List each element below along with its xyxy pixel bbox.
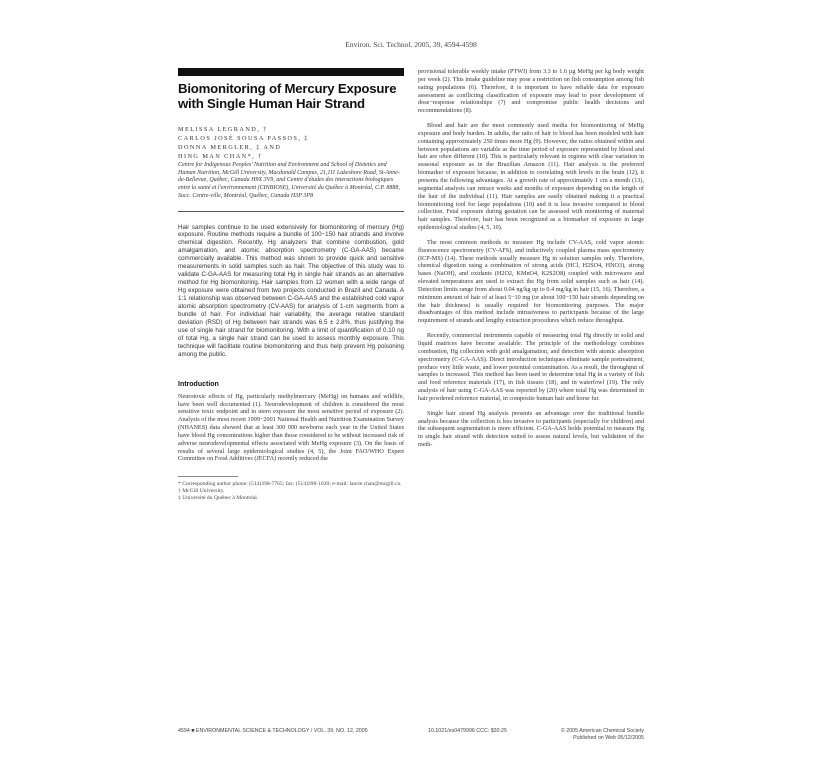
paragraph: Blood and hair are the most commonly used media for biomonitoring of MeHg exposure and body burden. In adults, the ratio of hair to blood has been modeled with hair containing approximately 250 times more Hg (9). However, the ratios obtained within and between populations are variable as the time period of exposure represented by blood and hair are often different (10). This is particularly relevant in regions with clear variation in seasonal exposure as in the Brazilian Amazon (11). Hair analysis is the preferred biomarker of exposure because, in addition to correlating with levels in the brain (12), it presents the following advantages. At a growth rate of approximately 1 cm a month (13), segmental analysis can retrace weeks and months of exposure depending on the length of the hair of the individual (11). Hair samples are easily obtained making it a practical biomonitoring tool for large populations (10) and it is less invasive compared to blood collection. Fetal exposure during gestation can be assessed with monitoring of maternal hair samples. Therefore, hair has been recognized as a biomarker of exposure in large epidemiological studies (4, 5, 10). [418, 122, 644, 232]
section-heading: Introduction [178, 380, 219, 388]
paragraph: The most common methods to measure Hg include CV-AAS, cold vapor atomic fluorescence spectrometry (CV-AFS), and inductively coupled plasma mass spectrometry (ICP-MS) (14). These methods usually measure Hg in solution samples only. Therefore, chemical digestion using a combination of strong acids (HCl, H2SO4, HNO3), strong bases (NaOH), and oxidants (H2O2, KMnO4, K2S2O8) coupled with microwave and elevated temperatures are used to extract the Hg from solid samples such as hair (14). Detection limits range from about 0.04 ng/kg up to 0.4 mg/kg in hair (15, 16). Therefore, a minimum amount of hair of at least 5−10 mg (or about 100−150 hair strands depending on the hair thickness) is usually required for biomonitoring purposes. The major disadvantages of this method include intrusiveness to participants because of the large requirement of strands and lengthy extraction procedures which reduce throughput. [418, 238, 644, 325]
journal-page [170, 30, 652, 770]
footnotes [178, 481, 404, 502]
publication-date: Published on Web 05/12/2005 [573, 734, 644, 741]
affiliation: Centre for Indigenous Peoples' Nutrition and Environment and School of Dietetics and Human Nutrition, McGill University, Macdonald Campus, 21,111 Lakeshore Road, St-Anne-de-Bellevue, Québec, Canada H9X 3V9, and Centre d'études des interactions biologiques entre la santé et l'environnement (CINBIOSE), Université du Québec à Montréal, C.P. 8888, Succ. Centre-ville, Montréal, Québec, Canada H3P 3P8 [178, 162, 400, 199]
divider [178, 211, 404, 212]
author: HING MAN CHAN*, † [178, 153, 263, 160]
paragraph: Recently, commercial instruments capable of measuring total Hg directly in solid and liquid matrices have become available. The principle of the methodology combines combustion, Hg collection with gold amalgamation, and detection with atomic absorption spectrometry (C-GA-AAS). Direct introduction techniques eliminate sample pretreatment, produce very little waste, and lower potential contamination. As a result, the throughput of samples is increased. This method has been used to determine total Hg in a variety of fish and food reference materials (17), in fish tissues (18), and in waterfowl (19). The only analysis of hair using C-GA-AAS was reported by (20) where total Hg was determined in hair powdered reference material, in composite human hair and horse fur. [418, 332, 644, 402]
article-title: Biomonitoring of Mercury Exposure with Single Human Hair Strand [178, 81, 397, 111]
running-head: Environ. Sci. Technol. 2005, 39, 4594-4598 [345, 40, 477, 49]
footer-copyright [561, 728, 644, 741]
abstract: Hair samples continue to be used extensively for biomonitoring of mercury (Hg) exposure. Routine methods require a bundle of 100−150 hair strands and involve chemical digestion. Recently, Hg analyzers that combine combustion, gold amalgamation, and atomic absorption spectrometry (C-GA-AAS) became commercially available. This method was shown to provide quick and sensitive measurements in solid samples such as hair. The objective of this study was to validate C-GA-AAS for measuring total Hg in single hair strands as an alternative method for Hg biomonitoring. Hair samples from 12 women with a wide range of Hg exposure were obtained from two projects conducted in Brazil and Canada. A 1:1 relationship was observed between C-GA-AAS and the established cold vapor atomic absorption spectrometry (CV-AAS) for analysis of 1-cm segments from a bundle of hair. For individual hair variability, the average relative standard deviation (RSD) of Hg between hair strands was 6.5 ± 2.8%, thus justifying the use of single hair strand for biomonitoring. With a limit of quantification of 0.10 ng of total Hg, a single hair strand can be used to assess monthly exposure. This technique will facilitate routine biomonitoring and thus help prevent Hg poisoning among the public. [178, 223, 404, 358]
left-column [178, 68, 404, 502]
footnote: † McGill University. [178, 488, 225, 495]
paragraph: provisional tolerable weekly intake (PTWI) from 3.3 to 1.6 µg MeHg per kg body weight per week (2). This intake guideline may pose a restriction on fish consumption among fish eating populations (6). Therefore, it is important to have reliable data for exposure assessment as conflicting classification of exposure may lead to poor development of dose−response relationships (7) and compromise public health decisions and recommendations (8). [418, 68, 644, 115]
author: CARLOS JOSÉ SOUSA PASSOS, ‡ [178, 135, 309, 142]
copyright: © 2005 American Chemical Society [560, 728, 644, 734]
footnote: ‡ Université du Québec à Montréal. [178, 495, 259, 502]
author-list [178, 125, 404, 161]
author: DONNA MERGLER, ‡ AND [178, 144, 282, 151]
intro-text [178, 393, 404, 464]
author: MELISSA LEGRAND, † [178, 126, 268, 133]
footer-doi: 10.1021/es0479996 CCC: $30.25 [428, 728, 507, 734]
footnote: * Corresponding author phone: (514)398-7765; fax: (514)398-1020; e-mail: laurie.chan@mcgill.ca. [178, 481, 402, 488]
paragraph: Neurotoxic effects of Hg, particularly methylmercury (MeHg) on humans and wildlife, have been well documented (1). Neurodevelopment of children is considered the most sensitive toxic endpoint and in utero exposure the most sensitive period of exposure (2). Analysis of the most recent 1999−2001 National Health and Nutrition Examination Survey (NHANES) data showed that at least 300 000 newborns each year in the United States have blood Hg concentrations higher than those considered to be without increased risk of adverse neurodevelopmental effects associated with MeHg exposure (3). On the basis of results of several large epidemiological studies (4, 5), the Joint FAO/WHO Expert Committee on Food Additives (JECFA) recently reduced the [178, 392, 404, 463]
footer-journal: 4594 ■ ENVIRONMENTAL SCIENCE & TECHNOLOGY / VOL. 39, NO. 12, 2005 [178, 728, 368, 734]
right-column [418, 68, 644, 449]
paragraph: Single hair strand Hg analysis presents an advantage over the traditional bundle analysis because the collection is less invasive to participants (especially for children) and the subsequent segmentation is more efficient. C-GA-AAS holds potential to measure Hg in single hair strand with detection suited to assess natural levels, but validation of the meth- [418, 409, 644, 449]
footnote-divider [178, 476, 238, 477]
title-bar [178, 68, 404, 76]
